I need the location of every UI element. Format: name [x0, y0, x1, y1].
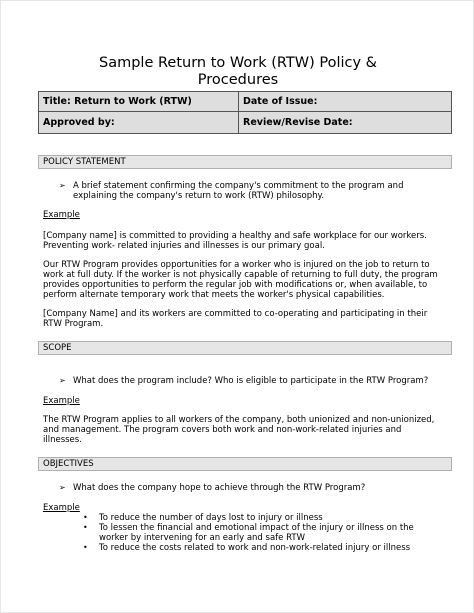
policy-p2-line-4: perform alternate temporary work that meets the worker's physical capabilities.	[43, 290, 385, 300]
scope-example-label: Example	[43, 396, 80, 406]
bullet-dot-icon: •	[83, 513, 88, 522]
policy-p1-line-1: [Company name] is committed to providing a healthy and safe workplace for our workers.	[43, 231, 427, 241]
objectives-example-label: Example	[43, 503, 80, 513]
review-date-cell: Review/Revise Date:	[239, 112, 452, 134]
bullet-dot-icon: •	[83, 543, 88, 552]
policy-p2-line-3: provides opportunities to perform the regular job with modifications or, when available, to	[43, 280, 428, 290]
policy-statement-heading: POLICY STATEMENT	[38, 155, 452, 169]
policy-paragraph-3	[43, 309, 427, 329]
policy-bullet-line-1: A brief statement confirming the company's commitment to the program and	[73, 181, 404, 191]
scope-heading: SCOPE	[38, 341, 452, 355]
scope-bullet: What does the program include? Who is eligible to participate in the RTW Program?	[73, 376, 429, 386]
objectives-bullet: What does the company hope to achieve through the RTW Program?	[73, 483, 366, 493]
arrow-bullet-icon: ➢	[59, 181, 66, 190]
scope-p1-line-1: The RTW Program applies to all workers of the company, both unionized and non-unionized,	[43, 415, 435, 425]
objective-item-3: To reduce the costs related to work and non-work-related injury or illness	[99, 543, 411, 553]
objective-item-2-line-1: To lessen the financial and emotional impact of the injury or illness on the	[99, 523, 414, 533]
objective-item-2	[99, 523, 414, 543]
scope-paragraph-1	[43, 415, 434, 445]
approved-by-cell: Approved by:	[39, 112, 239, 134]
policy-example-label: Example	[43, 210, 80, 220]
arrow-bullet-icon: ➢	[59, 376, 66, 385]
policy-p3-line-2: RTW Program.	[43, 319, 104, 329]
arrow-bullet-icon: ➢	[59, 483, 66, 492]
policy-bullet	[73, 181, 403, 201]
bullet-dot-icon: •	[83, 523, 88, 532]
title-cell: Title: Return to Work (RTW)	[39, 92, 239, 112]
policy-p3-line-1: [Company Name] and its workers are committed to co-operating and participating in their	[43, 309, 428, 319]
scope-p1-line-3: illnesses.	[43, 435, 82, 445]
policy-paragraph-2	[43, 260, 438, 300]
objectives-heading: OBJECTIVES	[38, 457, 452, 471]
objective-item-1: To reduce the number of days lost to injury or illness	[99, 513, 323, 523]
date-of-issue-cell: Date of Issue:	[239, 92, 452, 112]
header-table	[38, 91, 452, 134]
policy-bullet-line-2: explaining the company's return to work (RTW) philosophy.	[73, 191, 325, 201]
policy-p2-line-1: Our RTW Program provides opportunities for a worker who is injured on the job to return to	[43, 260, 430, 270]
document-title	[61, 55, 415, 89]
objective-item-2-line-2: worker by intervening for an early and safe RTW	[99, 533, 305, 543]
policy-paragraph-1	[43, 231, 427, 251]
scope-p1-line-2: and management. The program covers both work and non-work-related injuries and	[43, 425, 402, 435]
policy-p1-line-2: Preventing work- related injuries and illnesses is our primary goal.	[43, 241, 325, 251]
title-line-2: Procedures	[197, 72, 279, 88]
title-line-1: Sample Return to Work (RTW) Policy &	[99, 55, 377, 71]
policy-p2-line-2: work at full duty. If the worker is not physically capable of returning to full duty, the program	[43, 270, 438, 280]
